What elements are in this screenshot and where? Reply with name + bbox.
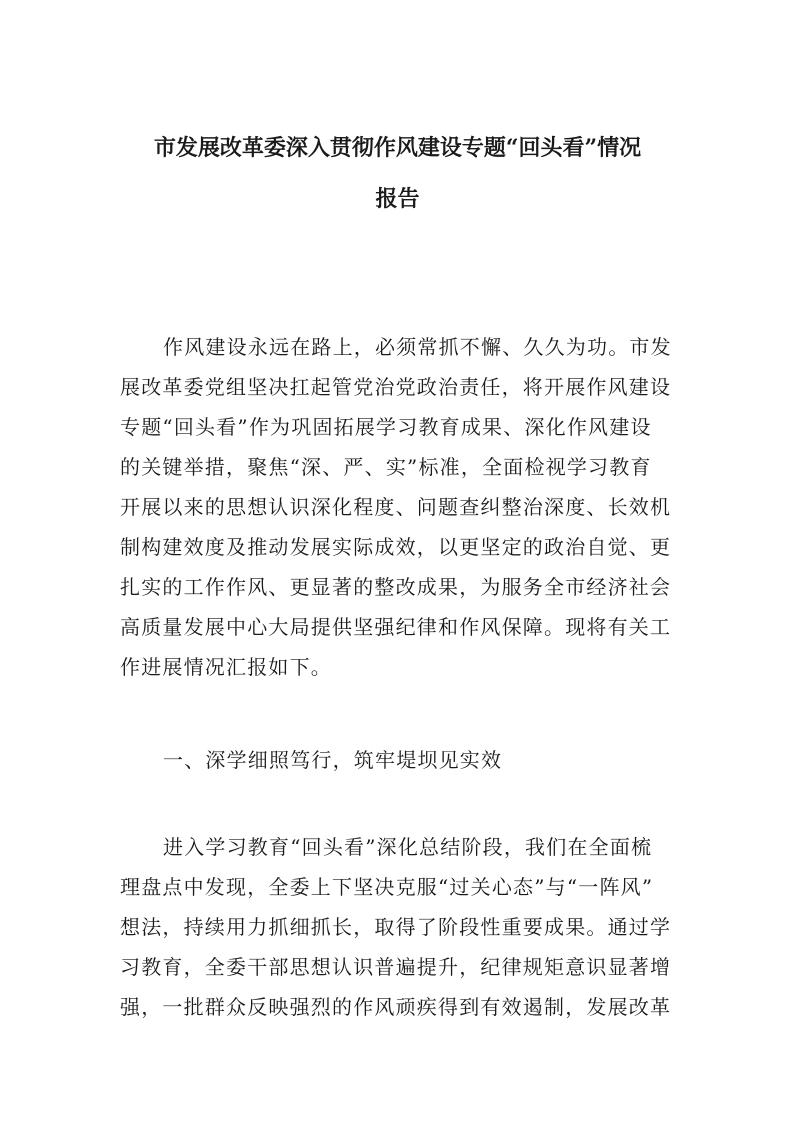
paragraph-line: 进入学习教育“回头看”深化总结阶段，我们在全面梳 — [163, 835, 653, 859]
paragraph-line: 扎实的工作作风、更显著的整改成果，为服务全市经济社会 — [120, 575, 672, 599]
document-title — [110, 123, 685, 225]
title-line-2: 报告 — [375, 186, 420, 212]
paragraph-line: 作风建设永远在路上，必须常抓不懈、久久为功。市发 — [163, 335, 672, 359]
paragraph-intro — [120, 327, 675, 687]
paragraph-line: 强，一批群众反映强烈的作风顽疾得到有效遏制，发展改革 — [120, 995, 672, 1019]
paragraph-line: 制构建效度及推动发展实际成效，以更坚定的政治自觉、更 — [120, 535, 672, 559]
paragraph-line: 的关键举措，聚焦“深、严、实”标准，全面检视学习教育 — [120, 455, 652, 479]
paragraph-line: 理盘点中发现，全委上下坚决克服“过关心态”与“一阵风” — [120, 875, 654, 899]
section-heading — [120, 740, 675, 780]
paragraph-section-1 — [120, 827, 675, 1027]
paragraph-line: 作进展情况汇报如下。 — [120, 655, 332, 679]
paragraph-line: 高质量发展中心大局提供坚强纪律和作风保障。现将有关工 — [120, 615, 672, 639]
paragraph-line: 专题“回头看”作为巩固拓展学习教育成果、深化作风建设 — [120, 415, 652, 439]
section-heading-text: 一、深学细照笃行，筑牢堤坝见实效 — [163, 748, 503, 772]
paragraph-line: 习教育，全委干部思想认识普遍提升，纪律规矩意识显著增 — [120, 955, 672, 979]
paragraph-line: 开展以来的思想认识深化程度、问题查纠整治深度、长效机 — [120, 495, 672, 519]
title-line-1: 市发展改革委深入贯彻作风建设专题“回头看”情况 — [153, 135, 642, 161]
paragraph-line: 展改革委党组坚决扛起管党治党政治责任，将开展作风建设 — [120, 375, 672, 399]
paragraph-line: 想法，持续用力抓细抓长，取得了阶段性重要成果。通过学 — [120, 915, 672, 939]
